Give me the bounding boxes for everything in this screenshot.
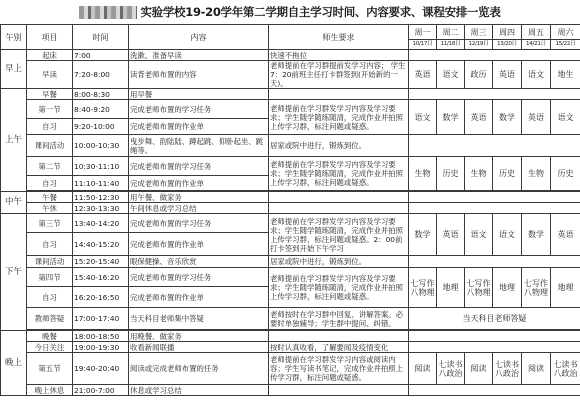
time-cell: 10:30-11:10 <box>73 157 129 176</box>
time-cell: 18:00-18:50 <box>73 331 129 342</box>
time-cell: 14:40-15:20 <box>73 233 129 256</box>
header-day: 周一 <box>409 25 437 40</box>
empty-cell <box>269 331 409 342</box>
header-day: 周四 <box>493 25 522 40</box>
table-row <box>1 192 580 203</box>
time-cell: 15:40-16:20 <box>73 268 129 287</box>
header-date: 10/17日 <box>409 40 437 50</box>
content-cell: 阅读或完成老师布置的任务 <box>129 353 269 385</box>
header-date: 13/20日 <box>493 40 522 50</box>
requirement-cell: 老师提前在学习群发学习内容或阅读内容；学生写读书笔记，完成作业并拍照上传学习群，标注问题或疑惑。 <box>269 353 409 385</box>
subject-cell: 地理 <box>493 268 522 308</box>
page-title: 实验学校19-20学年第二学期自主学习时间、内容要求、课程安排一览表 <box>140 5 501 19</box>
requirement-cell: 老师提前在学习群发学习内容及学习要求；学生随学随练随清，完成作业并拍照上传学习群，标注问题或疑惑。 <box>269 157 409 191</box>
schedule-table <box>0 24 580 396</box>
item-cell: 起床 <box>27 50 73 61</box>
table-row <box>1 385 580 396</box>
time-cell: 8:40-9:20 <box>73 100 129 119</box>
item-cell: 自习 <box>27 287 73 308</box>
content-cell: 眼保健操、音乐欣赏 <box>129 256 269 268</box>
table-row <box>1 256 580 268</box>
item-cell: 自习 <box>27 119 73 135</box>
header-day: 周三 <box>465 25 493 40</box>
subject-cell: 阅读 <box>465 353 493 385</box>
subject-cell: 语文 <box>522 61 551 89</box>
item-cell: 今日关注 <box>27 342 73 353</box>
item-cell: 自习 <box>27 233 73 256</box>
time-cell: 9:20-10:00 <box>73 119 129 135</box>
header-date: 15/22日 <box>551 40 580 50</box>
subject-cell: 政历 <box>465 61 493 89</box>
empty-cell <box>409 256 580 268</box>
content-cell: 完成老师布置的作业单 <box>129 233 269 256</box>
empty-cell <box>269 89 409 100</box>
subject-cell: 历史 <box>551 157 580 191</box>
time-cell: 11:10-11:40 <box>73 176 129 191</box>
subject-cell: 语文 <box>465 214 493 256</box>
time-cell: 7:00 <box>73 50 129 61</box>
subject-cell: 数学 <box>409 214 437 256</box>
item-cell: 第五节 <box>27 353 73 385</box>
content-cell: 完成老师布置的作业单 <box>129 119 269 135</box>
table-row <box>1 214 580 233</box>
item-cell: 晚上休息 <box>27 385 73 396</box>
subject-cell: 英语 <box>522 100 551 135</box>
subject-cell: 语文 <box>551 100 580 135</box>
content-cell: 午间休息或学习总结 <box>129 203 269 214</box>
content-cell: 完成老师布置的作业单 <box>129 287 269 308</box>
content-cell: 用晚餐、做家务 <box>129 331 269 342</box>
empty-cell <box>409 203 580 214</box>
redacted-school-name <box>79 6 137 19</box>
time-cell: 7:20-8:00 <box>73 61 129 89</box>
empty-cell <box>409 385 580 396</box>
segment-label: 中午 <box>1 192 27 214</box>
requirement-cell: 老师提前在学习群发学习内容及学习要求；学生随学随练随清，完成作业并拍照上传学习群，标注问题或疑惑。 <box>269 268 409 308</box>
requirement-cell: 老师按时在学习群中回复、讲解答案。必要时单独辅导；学生群中提问、纠错。 <box>269 308 409 330</box>
empty-cell <box>409 331 580 342</box>
empty-cell <box>409 192 580 203</box>
content-cell: 洗漱、准备早读 <box>129 50 269 61</box>
subject-cell: 数学 <box>437 100 465 135</box>
time-cell: 19:40-20:40 <box>73 353 129 385</box>
segment-label: 上午 <box>1 89 27 192</box>
header-day: 周二 <box>437 25 465 40</box>
content-cell: 完成老师布置的学习任务 <box>129 100 269 119</box>
subject-cell: 七写作 八物理 <box>522 268 551 308</box>
content-cell: 完成老师布置的学习任务 <box>129 268 269 287</box>
time-cell: 10:00-10:30 <box>73 135 129 157</box>
empty-cell <box>269 385 409 396</box>
content-cell: 完成老师布置的学习任务 <box>129 157 269 176</box>
time-cell: 16:20-16:50 <box>73 287 129 308</box>
empty-cell <box>269 203 409 214</box>
item-cell: 晚餐 <box>27 331 73 342</box>
empty-cell <box>269 192 409 203</box>
item-cell: 第三节 <box>27 214 73 233</box>
segment-label: 早上 <box>1 50 27 89</box>
empty-cell <box>409 50 580 61</box>
subject-cell: 英语 <box>493 61 522 89</box>
subject-cell: 阅读 <box>522 353 551 385</box>
subject-cell: 阅读 <box>409 353 437 385</box>
answer-session-span: 当天科目老师答疑 <box>409 308 580 330</box>
time-cell: 17:00-17:40 <box>73 308 129 330</box>
subject-cell: 七读书 八政治 <box>437 353 465 385</box>
table-row <box>1 89 580 100</box>
subject-cell: 生物 <box>409 157 437 191</box>
empty-cell <box>409 342 580 353</box>
requirement-cell: 居家或院中进行，锻炼到位。 <box>269 135 409 157</box>
subject-cell: 语文 <box>437 61 465 89</box>
header-row <box>1 25 580 40</box>
item-cell: 第一节 <box>27 100 73 119</box>
subject-cell: 语文 <box>409 100 437 135</box>
title-bar <box>0 0 580 24</box>
subject-cell: 英语 <box>551 214 580 256</box>
content-cell: 用午餐、做家务 <box>129 192 269 203</box>
header-date: 12/19日 <box>465 40 493 50</box>
requirement-cell: 按时认真收看，了解要闻及疫情变化 <box>269 342 409 353</box>
header-time: 时间 <box>73 25 129 50</box>
content-cell: 用早餐 <box>129 89 269 100</box>
content-cell: 完成老师布置的学习任务 <box>129 214 269 233</box>
requirement-cell: 老师提前在学习群发学习内容及学习要求；学生随学随练随清，完成作业并拍照上传学习群，标注问题或疑惑。 <box>269 100 409 135</box>
item-cell: 午餐 <box>27 192 73 203</box>
table-row <box>1 135 580 157</box>
subject-cell: 英语 <box>409 61 437 89</box>
content-cell: 休息或学习总结 <box>129 385 269 396</box>
time-cell: 13:40-14:20 <box>73 214 129 233</box>
table-row <box>1 331 580 342</box>
requirement-cell: 居家或院中进行，锻炼到位。 <box>269 256 409 268</box>
table-row <box>1 342 580 353</box>
item-cell: 课间活动 <box>27 256 73 268</box>
subject-cell: 七读书 八政治 <box>551 353 580 385</box>
segment-label: 下午 <box>1 214 27 331</box>
subject-cell: 七读书 八政治 <box>493 353 522 385</box>
time-cell: 15:20-15:40 <box>73 256 129 268</box>
header-segment: 午别 <box>1 25 27 50</box>
content-cell: 收看新闻联播 <box>129 342 269 353</box>
header-date: 11/18日 <box>437 40 465 50</box>
requirement-cell: 老师提前在学习群发学习内容及学习要求；学生随学随练随清，完成作业并拍照上传学习群，标注问题或疑惑。2：00前打卡签到开始下午学习 <box>269 214 409 256</box>
table-row <box>1 353 580 385</box>
content-cell: 曳步舞、韵陆陆、蹲起跳、仰卧起坐、跳绳等。 <box>129 135 269 157</box>
subject-cell: 生物 <box>465 157 493 191</box>
time-cell: 8:00-8:30 <box>73 89 129 100</box>
content-cell: 当天科目老师集中答疑 <box>129 308 269 330</box>
time-cell: 19:00-19:30 <box>73 342 129 353</box>
table-row <box>1 157 580 176</box>
subject-cell: 历史 <box>437 157 465 191</box>
content-cell: 读背老师布置的内容 <box>129 61 269 89</box>
header-requirement: 师生要求 <box>269 25 409 50</box>
subject-cell: 英语 <box>437 214 465 256</box>
subject-cell: 七写作 八物理 <box>465 268 493 308</box>
header-date: 14/21日 <box>522 40 551 50</box>
segment-label: 晚上 <box>1 331 27 396</box>
header-day: 周六 <box>551 25 580 40</box>
subject-cell: 数学 <box>493 100 522 135</box>
table-row <box>1 203 580 214</box>
subject-cell: 七写作 八物理 <box>409 268 437 308</box>
subject-cell: 历史 <box>493 157 522 191</box>
item-cell: 午休 <box>27 203 73 214</box>
time-cell: 11:50-12:30 <box>73 192 129 203</box>
item-cell: 早餐 <box>27 89 73 100</box>
table-row <box>1 308 580 330</box>
subject-cell: 数学 <box>522 214 551 256</box>
time-cell: 21:00-7:00 <box>73 385 129 396</box>
empty-cell <box>409 135 580 157</box>
item-cell: 早读 <box>27 61 73 89</box>
header-item: 项目 <box>27 25 73 50</box>
subject-cell: 英语 <box>465 100 493 135</box>
table-row <box>1 268 580 287</box>
item-cell: 自习 <box>27 176 73 191</box>
item-cell: 第四节 <box>27 268 73 287</box>
content-cell: 完成老师布置的作业单 <box>129 176 269 191</box>
item-cell: 第二节 <box>27 157 73 176</box>
requirement-cell: 快速不拖拉 <box>269 50 409 61</box>
time-cell: 12:30-13:30 <box>73 203 129 214</box>
subject-cell: 语文 <box>493 214 522 256</box>
table-row <box>1 50 580 61</box>
requirement-cell: 老师提前在学习群提前发学习内容； 学生7：20前班主任打卡群签到(开始新的一天)。 <box>269 61 409 89</box>
table-row <box>1 100 580 119</box>
item-cell: 课间活动 <box>27 135 73 157</box>
header-content: 内容 <box>129 25 269 50</box>
table-row <box>1 61 580 89</box>
item-cell: 教师答疑 <box>27 308 73 330</box>
subject-cell: 地理 <box>551 268 580 308</box>
subject-cell: 地生 <box>551 61 580 89</box>
subject-cell: 生物 <box>522 157 551 191</box>
header-day: 周五 <box>522 25 551 40</box>
empty-cell <box>409 89 580 100</box>
subject-cell: 地理 <box>437 268 465 308</box>
